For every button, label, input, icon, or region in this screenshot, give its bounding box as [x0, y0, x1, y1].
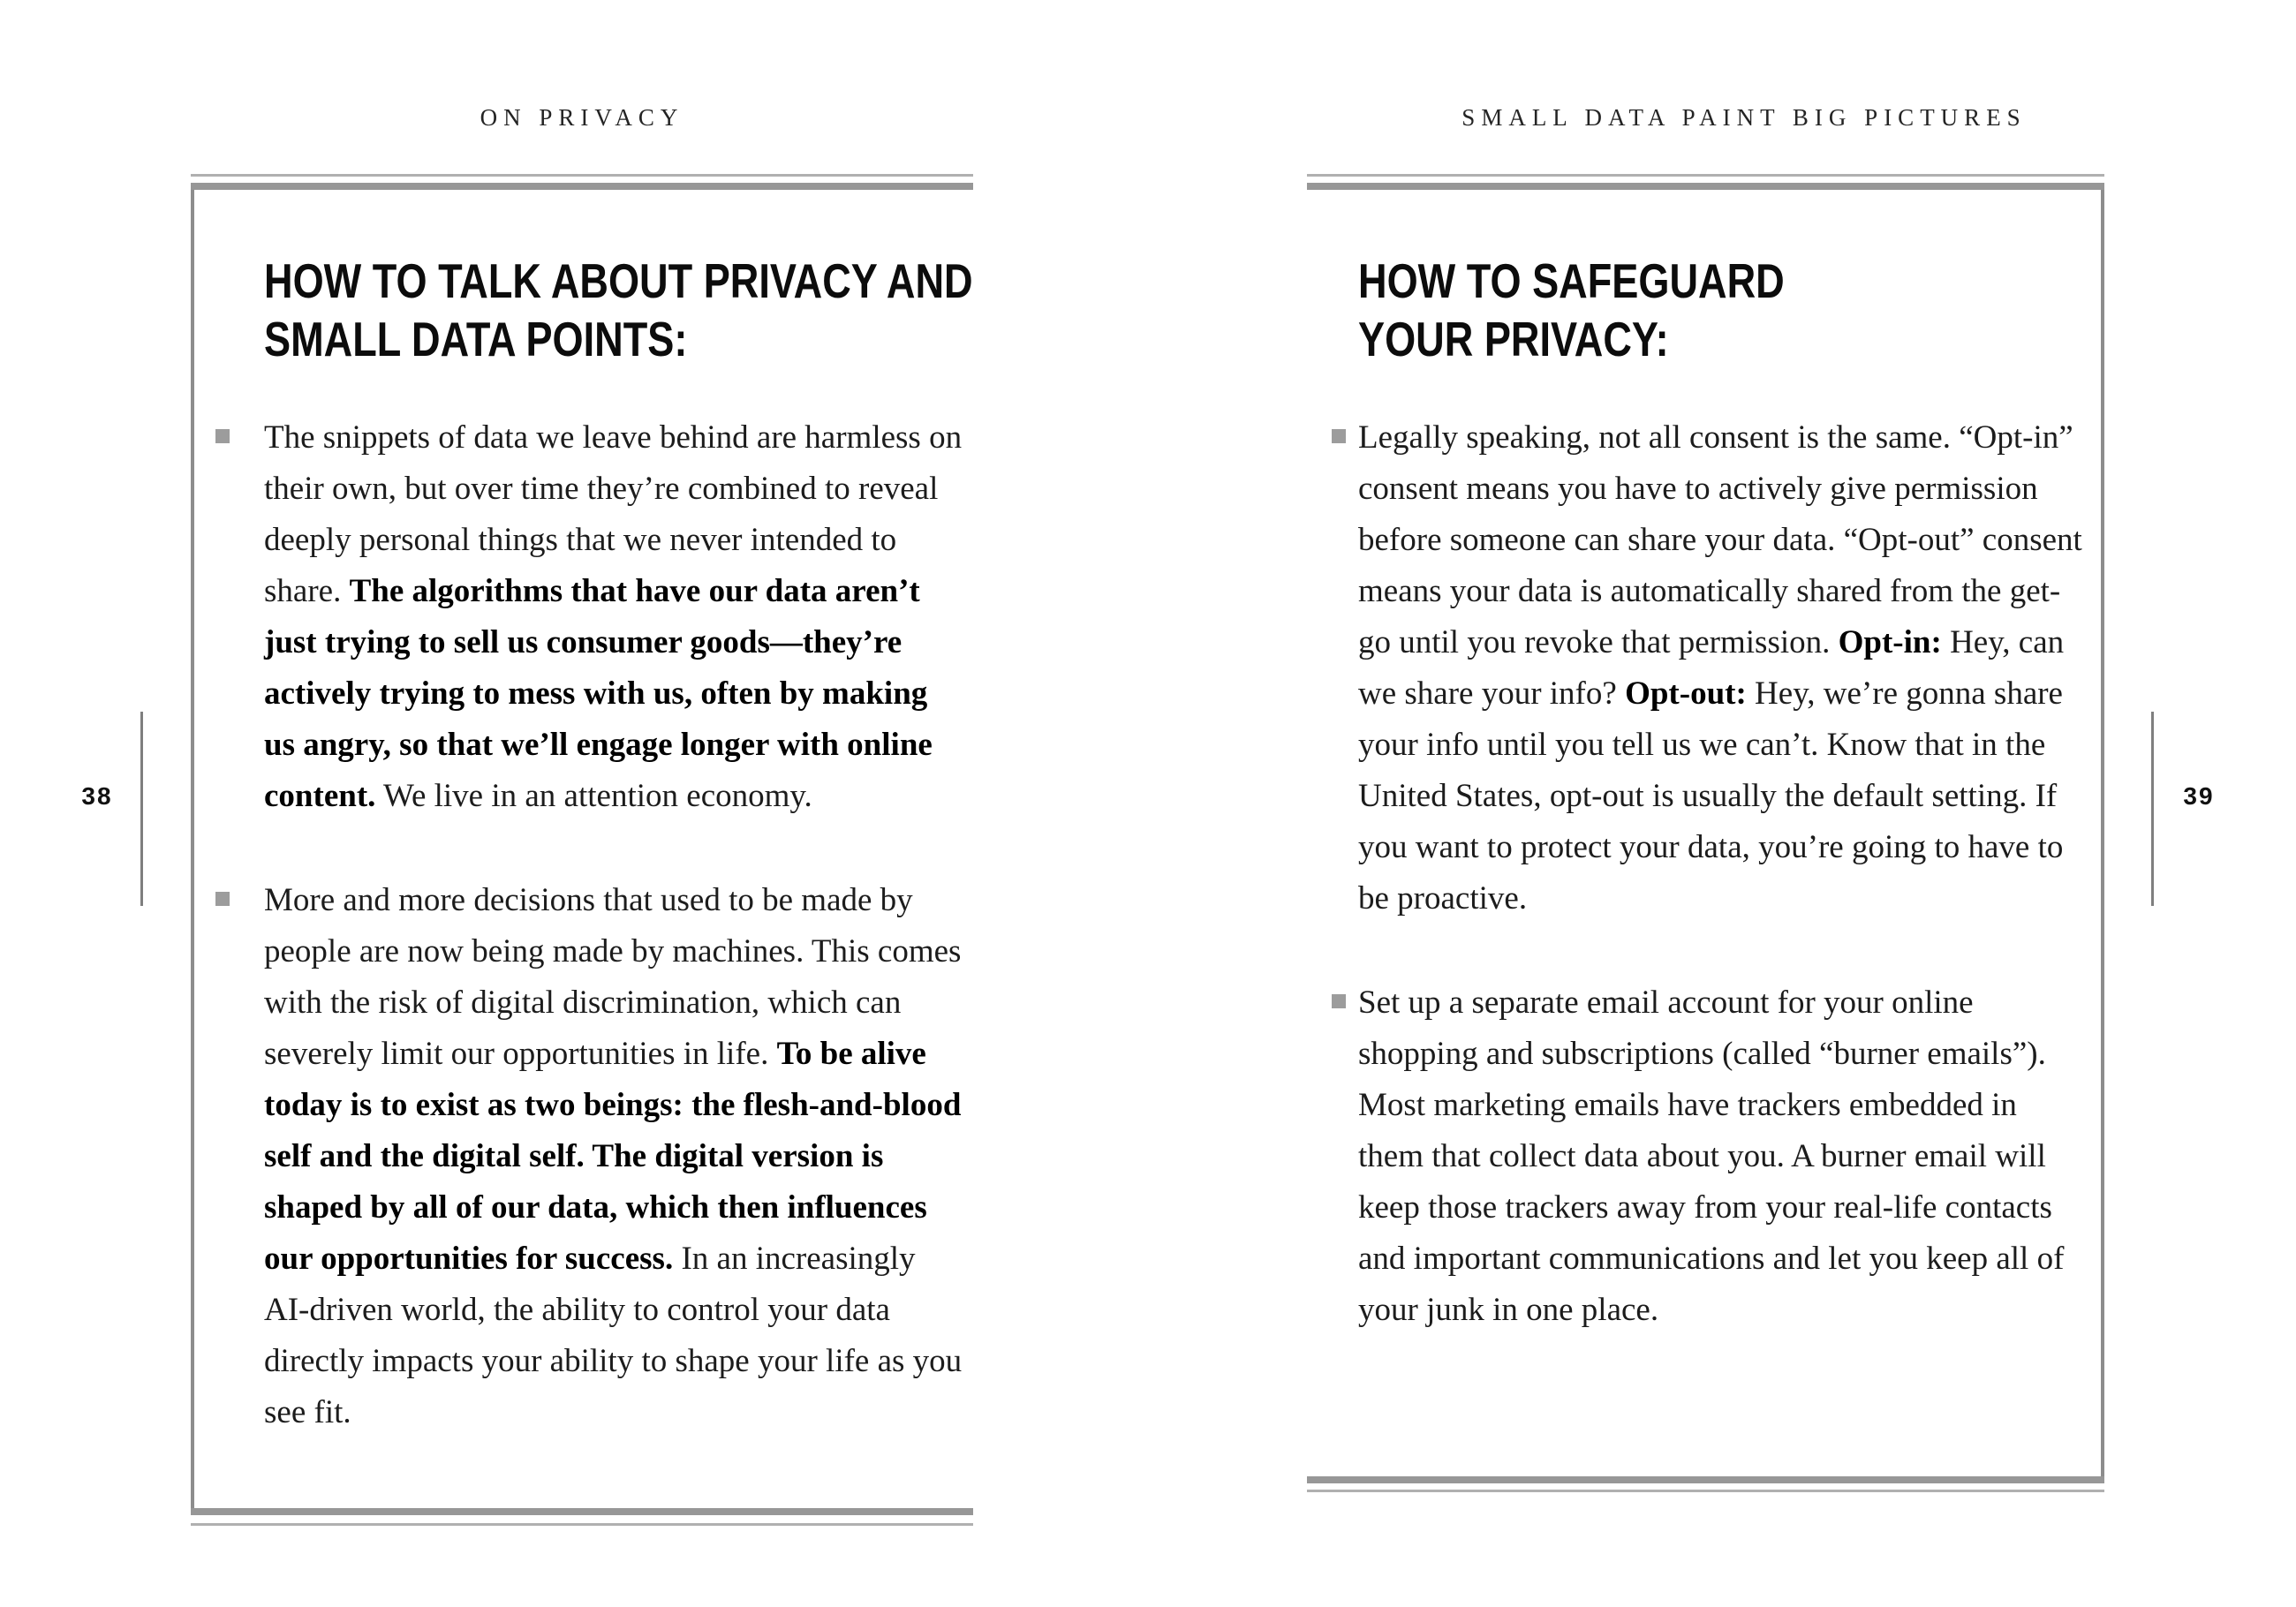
- section-title-right: HOW TO SAFEGUARD YOUR PRIVACY:: [1358, 253, 1785, 366]
- text-segment: We live in an attention economy.: [375, 778, 812, 814]
- bold-text-segment: The algorithms that have our data aren’t just trying to sell us consumer goods—they’re actively trying to mess with us, often by making us angry, so that we’ll engage longer with online content.: [264, 573, 933, 814]
- content-box-left: [191, 174, 973, 1526]
- rule-gap: [1307, 177, 2104, 183]
- running-head-left: ON PRIVACY: [480, 104, 684, 131]
- text-segment: Hey, can we share your info?: [1358, 624, 2065, 712]
- bold-text-segment: To be alive today is to exist as two beings: the flesh-and-blood self and the digital self. The digital version is shaped by all of our data, which then influences our opportunities for success.: [264, 1036, 962, 1277]
- box-body-right: [1307, 190, 2104, 1476]
- page-number-right: 39: [2183, 782, 2215, 810]
- rule-gap: [191, 1515, 973, 1523]
- bullet-item: [1332, 977, 2083, 1336]
- content-box-right: [1307, 174, 2104, 1492]
- bullet-item: [215, 875, 963, 1438]
- rule-gap: [1307, 1483, 2104, 1490]
- bold-text-segment: Opt-out:: [1625, 675, 1747, 712]
- bullet-square-icon: [215, 892, 230, 906]
- box-top-thick-rule: [1307, 183, 2104, 190]
- text-segment: More and more decisions that used to be made by people are now being made by machines. This comes with the risk of digital discrimination, which can severely limit our opportunities in life.: [264, 882, 962, 1072]
- box-bottom-thick-rule: [1307, 1476, 2104, 1483]
- bullet-item: [1332, 412, 2083, 924]
- bullet-square-icon: [215, 429, 230, 443]
- text-segment: Set up a separate email account for your online shopping and subscriptions (called “burner emails”). Most marketing emails have trackers embedded in them that collect data about you. A burner email will keep those trackers away from your real-life contacts and important communications and let you keep all of your junk in one place.: [1358, 985, 2065, 1328]
- text-segment: The snippets of data we leave behind are harmless on their own, but over time they’re combined to reveal deeply personal things that we never intended to share.: [264, 419, 963, 609]
- bullet-paragraph: [264, 875, 963, 1438]
- bold-text-segment: Opt-in:: [1838, 624, 1942, 660]
- box-body-left: [191, 190, 973, 1508]
- bullet-square-icon: [1332, 994, 1346, 1008]
- rule-gap: [191, 177, 973, 183]
- margin-rule-left: [140, 712, 143, 906]
- bullet-paragraph: [1358, 977, 2082, 1336]
- text-segment: Hey, we’re gonna share your info until you tell us we can’t. Know that in the United States, opt-out is usually the default setting. If you want to protect your data, you’re going to have to be proactive.: [1358, 675, 2064, 917]
- page-right: [1148, 0, 2296, 1607]
- running-head-right: SMALL DATA PAINT BIG PICTURES: [1461, 104, 2027, 131]
- text-segment: In an increasingly AI-driven world, the ability to control your data directly impacts your ability to shape your life as you see fit.: [264, 1241, 963, 1430]
- bullet-square-icon: [1332, 429, 1346, 443]
- bullet-paragraph: [1358, 412, 2082, 924]
- box-bottom-thin-rule: [191, 1523, 973, 1526]
- box-top-thick-rule: [191, 183, 973, 190]
- box-bottom-thin-rule: [1307, 1490, 2104, 1492]
- bullet-item: [215, 412, 963, 822]
- section-title-left: HOW TO TALK ABOUT PRIVACY AND SMALL DATA POINTS:: [264, 253, 973, 366]
- text-segment: Legally speaking, not all consent is the same. “Opt-in” consent means you have to actively give permission before someone can share your data. “Opt-out” consent means your data is automatically shared from the get-go until you revoke that permission.: [1358, 419, 2082, 660]
- bullet-list-left: [215, 412, 963, 1438]
- margin-rule-right: [2151, 712, 2154, 906]
- page-number-left: 38: [81, 782, 113, 810]
- bullet-paragraph: [264, 412, 963, 822]
- bullet-list-right: [1332, 412, 2083, 1336]
- box-bottom-thick-rule: [191, 1508, 973, 1515]
